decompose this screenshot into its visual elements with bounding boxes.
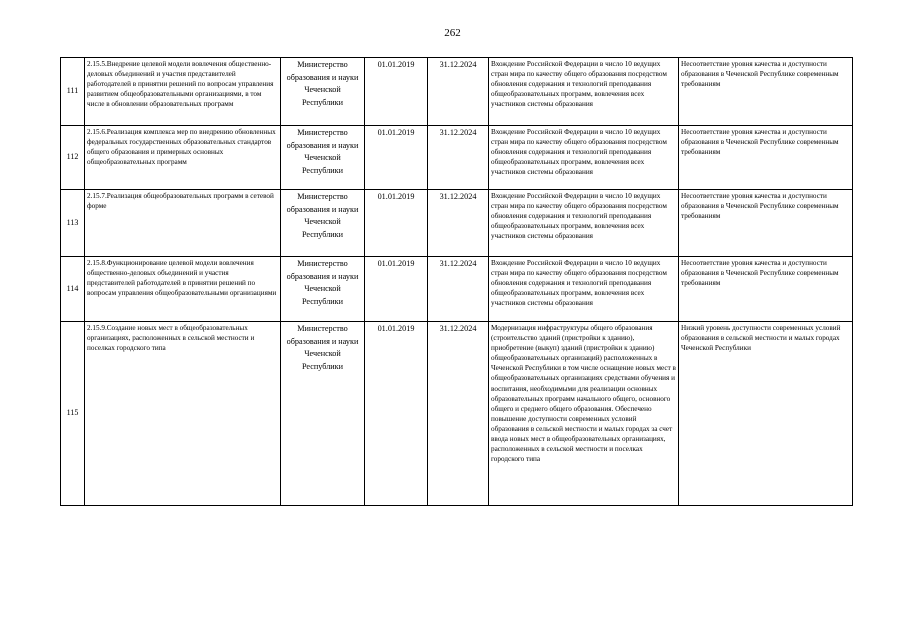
start-date-cell: 01.01.2019 <box>365 190 428 257</box>
end-date-cell: 31.12.2024 <box>428 126 489 190</box>
consequence-cell: Низкий уровень доступности современных условий образования в сельской местности и малых городах Чеченской Республики <box>679 322 853 506</box>
measure-cell: 2.15.7.Реализация общеобразовательных программ в сетевой форме <box>85 190 281 257</box>
start-date-cell: 01.01.2019 <box>365 58 428 126</box>
executor-cell: Министерство образования и науки Чеченской Республики <box>281 190 365 257</box>
consequence-cell: Несоответствие уровня качества и доступности образования в Чеченской Республике современным требованиям <box>679 58 853 126</box>
result-cell: Вхождение Российской Федерации в число 10 ведущих стран мира по качеству общего образования посредством обновления содержания и технологий преподавания общеобразовательных программ, вовлечения всех участников системы образования <box>489 190 679 257</box>
end-date-cell: 31.12.2024 <box>428 322 489 506</box>
measure-cell: 2.15.6.Реализация комплекса мер по внедрению обновленных федеральных государственных образовательных стандартов общего образования и примерных основных общеобразовательных программ <box>85 126 281 190</box>
table-row <box>61 58 853 126</box>
start-date-cell: 01.01.2019 <box>365 257 428 322</box>
executor-cell: Министерство образования и науки Чеченской Республики <box>281 126 365 190</box>
end-date-cell: 31.12.2024 <box>428 190 489 257</box>
executor-cell: Министерство образования и науки Чеченской Республики <box>281 58 365 126</box>
table-row <box>61 322 853 506</box>
row-number: 112 <box>61 126 85 190</box>
consequence-cell: Несоответствие уровня качества и доступности образования в Чеченской Республике современным требованиям <box>679 126 853 190</box>
start-date-cell: 01.01.2019 <box>365 126 428 190</box>
consequence-cell: Несоответствие уровня качества и доступности образования в Чеченской Республике современным требованиям <box>679 190 853 257</box>
executor-cell: Министерство образования и науки Чеченской Республики <box>281 257 365 322</box>
end-date-cell: 31.12.2024 <box>428 58 489 126</box>
measure-cell: 2.15.9.Создание новых мест в общеобразовательных организациях, расположенных в сельской местности и поселках городского типа <box>85 322 281 506</box>
row-number: 113 <box>61 190 85 257</box>
table-row <box>61 126 853 190</box>
row-number: 115 <box>61 322 85 506</box>
result-cell: Модернизация инфраструктуры общего образования (строительство зданий (пристройки к зданию), приобретение (выкуп) зданий (пристройки к зданию) общеобразовательных организаций) расположенных в Чеченской Республики в том числе оснащение новых мест в общеобразовательных организациях средствами обучения и воспитания, необходимыми для реализации основных образовательных программ начального общего, основного общего и среднего общего образования. Обеспечено повышение доступности современных условий образования в сельской местности и малых городах за счет ввода новых мест в общеобразовательных организациях, расположенных в сельской местности и поселках городского типа <box>489 322 679 506</box>
page-number: 262 <box>444 27 461 39</box>
row-number: 114 <box>61 257 85 322</box>
measure-cell: 2.15.5.Внедрение целевой модели вовлечения общественно-деловых объединений и участия представителей работодателей в принятии решений по вопросам управления развитием общеобразовательными организациями, в том числе в обновлении образовательных программ <box>85 58 281 126</box>
result-cell: Вхождение Российской Федерации в число 10 ведущих стран мира по качеству общего образования посредством обновления содержания и технологий преподавания общеобразовательных программ, вовлечения всех участников системы образования <box>489 257 679 322</box>
consequence-cell: Несоответствие уровня качества и доступности образования в Чеченской Республике современным требованиям <box>679 257 853 322</box>
end-date-cell: 31.12.2024 <box>428 257 489 322</box>
result-cell: Вхождение Российской Федерации в число 10 ведущих стран мира по качеству общего образования посредством обновления содержания и технологий преподавания общеобразовательных программ, вовлечения всех участников системы образования <box>489 58 679 126</box>
start-date-cell: 01.01.2019 <box>365 322 428 506</box>
measures-table <box>60 57 853 506</box>
measure-cell: 2.15.8.Функционирование целевой модели вовлечения общественно-деловых объединений и участия представителей работодателей в принятии решений по вопросам управления общеобразовательными организациями <box>85 257 281 322</box>
result-cell: Вхождение Российской Федерации в число 10 ведущих стран мира по качеству общего образования посредством обновления содержания и технологий преподавания общеобразовательных программ, вовлечения всех участников системы образования <box>489 126 679 190</box>
table-row <box>61 190 853 257</box>
executor-cell: Министерство образования и науки Чеченской Республики <box>281 322 365 506</box>
table-row <box>61 257 853 322</box>
row-number: 111 <box>61 58 85 126</box>
